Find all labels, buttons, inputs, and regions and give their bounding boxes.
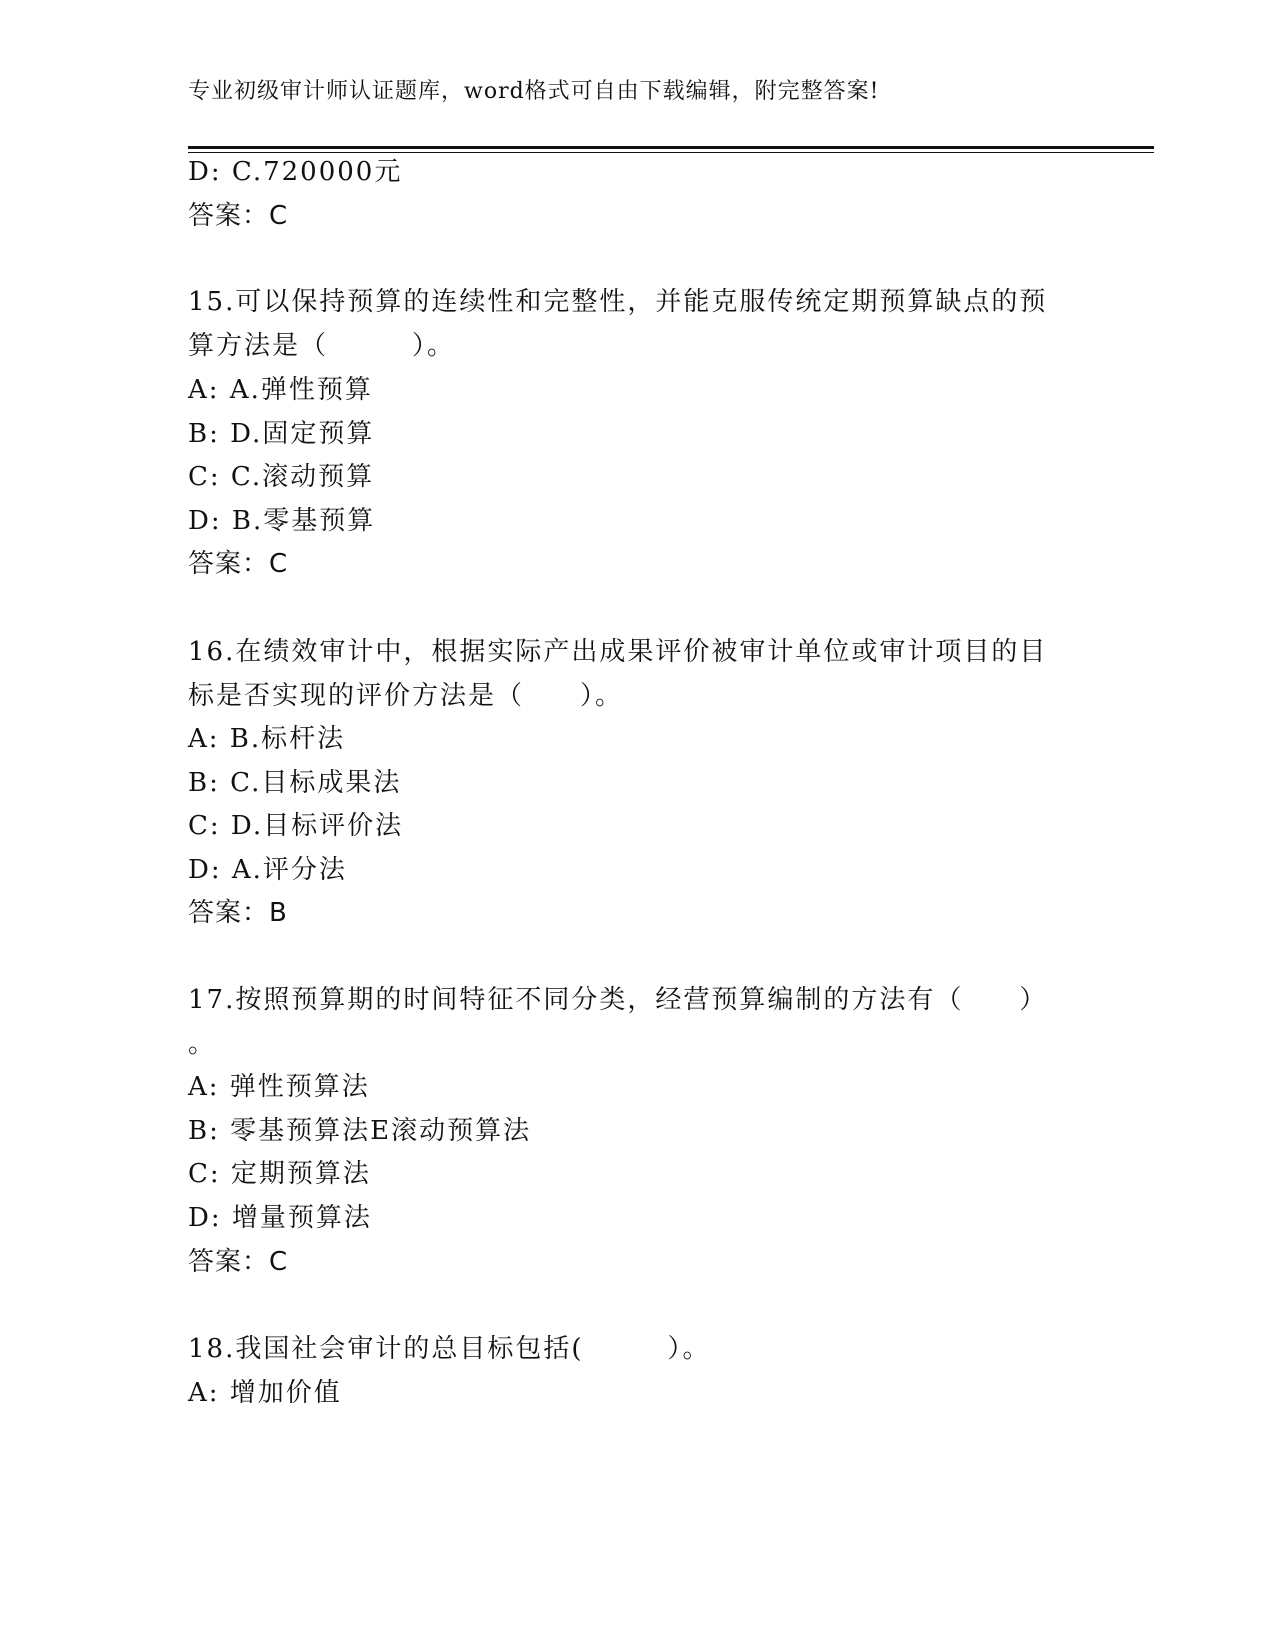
question-16-answer: 答案：B	[188, 898, 288, 928]
question-15-stem-line-1: 15.可以保持预算的连续性和完整性，并能克服传统定期预算缺点的预	[188, 287, 1048, 317]
question-18-stem-line-1: 18.我国社会审计的总目标包括( ）。	[188, 1334, 711, 1364]
question-17-stem-line-1: 17.按照预算期的时间特征不同分类，经营预算编制的方法有（ ）	[188, 985, 1048, 1015]
question-17-option-c: C: 定期预算法	[188, 1159, 371, 1189]
question-16-option-a: A: B.标杆法	[188, 724, 346, 754]
question-16-option-c: C: D.目标评价法	[188, 811, 404, 841]
page-header: 专业初级审计师认证题库，word格式可自由下载编辑，附完整答案!	[188, 79, 880, 104]
question-15-stem-line-2: 算方法是（ ）。	[188, 331, 456, 361]
question-16-stem-line-2: 标是否实现的评价方法是（ ）。	[188, 681, 624, 711]
header-divider-thin	[188, 152, 1154, 153]
question-15-option-b: B: D.固定预算	[188, 419, 375, 449]
question-17-option-d: D: 增量预算法	[188, 1203, 372, 1233]
question-15-option-c: C: C.滚动预算	[188, 462, 375, 492]
question-15-option-d: D: B.零基预算	[188, 506, 376, 536]
question-15-option-a: A: A.弹性预算	[188, 375, 373, 405]
header-divider-thick	[188, 146, 1154, 149]
question-18-option-a: A: 增加价值	[188, 1378, 342, 1408]
question-16-option-b: B: C.目标成果法	[188, 768, 402, 798]
question-16-option-d: D: A.评分法	[188, 855, 347, 885]
question-16-stem-line-1: 16.在绩效审计中，根据实际产出成果评价被审计单位或审计项目的目	[188, 637, 1048, 667]
question-17-stem-line-2: 。	[188, 1029, 217, 1059]
question-17-answer: 答案：C	[188, 1247, 289, 1277]
question-15-answer: 答案：C	[188, 549, 289, 579]
option-d: D: C.720000元	[188, 157, 403, 187]
question-17-option-a: A: 弹性预算法	[188, 1072, 370, 1102]
question-17-option-b: B: 零基预算法E滚动预算法	[188, 1116, 532, 1146]
answer: 答案：C	[188, 201, 289, 231]
